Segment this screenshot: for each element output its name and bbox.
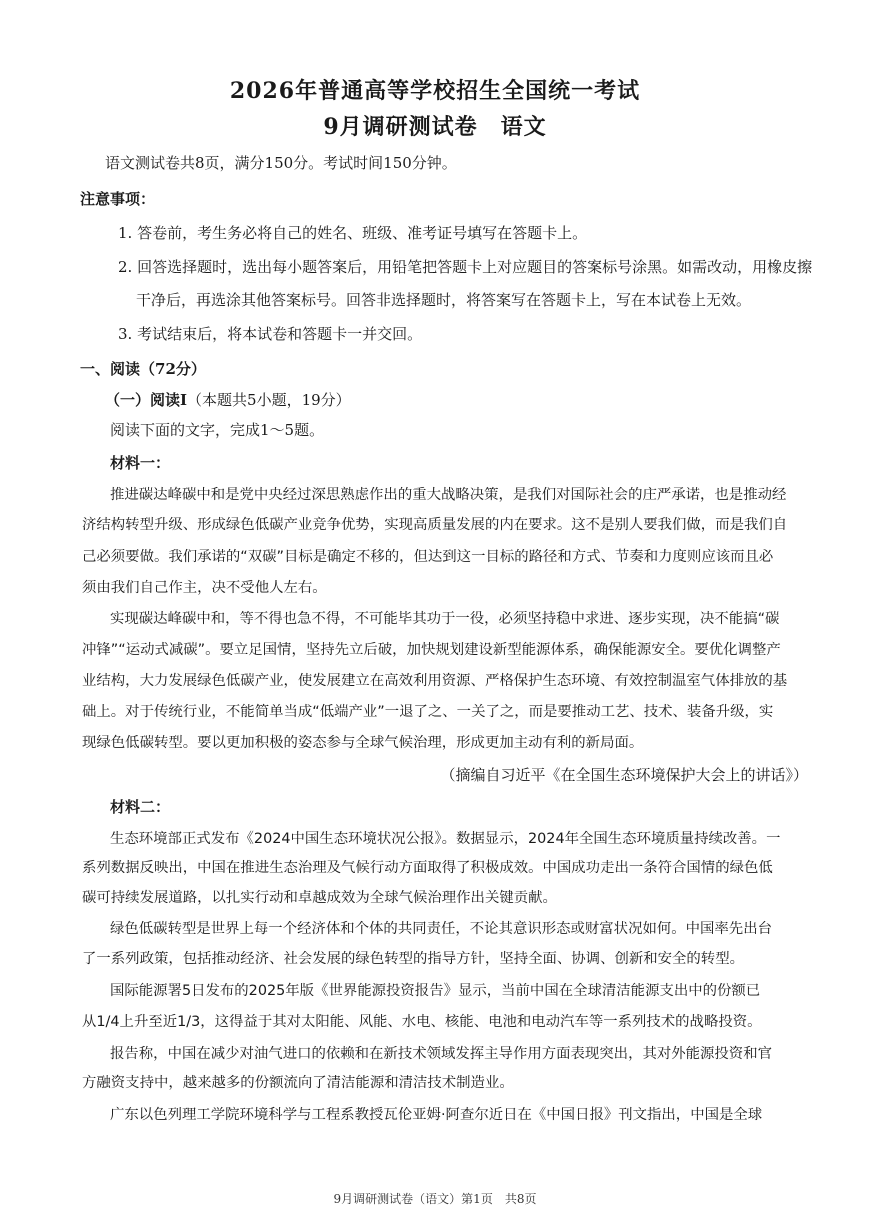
exam-title: 2026年普通高等学校招生全国统一考试	[229, 78, 641, 104]
material2-line: 方融资支持中，越来越多的份额流向了清洁能源和清洁技术制造业。	[82, 1075, 514, 1091]
material1-line: 推进碳达峰碳中和是党中央经过深思熟虑作出的重大战略决策，是我们对国际社会的庄严承诺，也是推动经	[110, 487, 787, 503]
material1-line: 业结构，大力发展绿色低碳产业，使发展建立在高效利用资源、严格保护生态环境、有效控制温室气体排放的基	[82, 673, 788, 689]
section-heading: 一、阅读（72分）	[80, 360, 206, 378]
material1-line: 须由我们自己作主，决不受他人左右。	[82, 580, 327, 596]
material1-heading: 材料一：	[110, 454, 171, 472]
material2-line: 广东以色列理工学院环境科学与工程系教授瓦伦亚姆·阿查尔近日在《中国日报》刊文指出，中国是全球	[110, 1107, 763, 1123]
material1-line: 础上。对于传统行业，不能简单当成“低端产业”一退了之、一关了之，而是要推动工艺、技术、装备升级，实	[82, 704, 774, 720]
material2-line: 从1/4上升至近1/3，这得益于其对太阳能、风能、水电、核能、电池和电动汽车等一系列技术的战略投资。	[82, 1014, 762, 1030]
material2-line: 绿色低碳转型是世界上每一个经济体和个体的共同责任，不论其意识形态或财富状况如何。中国率先出台	[110, 921, 772, 937]
material2-line: 报告称，中国在减少对油气进口的依赖和在新技术领域发挥主导作用方面表现突出，其对外能源投资和官	[110, 1046, 772, 1062]
subsection-heading	[105, 390, 351, 410]
material2-heading: 材料二：	[110, 798, 171, 816]
notes-item: 1. 答卷前，考生务必将自己的姓名、班级、准考证号填写在答题卡上。	[118, 224, 588, 242]
material1-line: 济结构转型升级、形成绿色低碳产业竞争优势，实现高质量发展的内在要求。这不是别人要我们做，而是我们自	[82, 517, 788, 533]
notes-item: 干净后，再选涂其他答案标号。回答非选择题时，将答案写在答题卡上，写在本试卷上无效。	[136, 291, 752, 309]
notes-item: 3. 考试结束后，将本试卷和答题卡一并交回。	[118, 325, 423, 343]
material1-line: 实现碳达峰碳中和，等不得也急不得，不可能毕其功于一役，必须坚持稳中求进、逐步实现，决不能搞“碳	[110, 611, 780, 627]
material2-line: 系列数据反映出，中国在推进生态治理及气候行动方面取得了积极成效。中国成功走出一条符合国情的绿色低	[82, 860, 773, 876]
subsection-note: （本题共5小题，19分）	[187, 391, 351, 409]
material1-source: （摘编自习近平《在全国生态环境保护大会上的讲话》）	[440, 766, 808, 784]
material1-line: 冲锋”“运动式减碳”。要立足国情，坚持先立后破，加快规划建设新型能源体系，确保能源安全。要优化调整产	[82, 642, 781, 658]
material1-line: 己必须要做。我们承诺的“双碳”目标是确定不移的，但达到这一目标的路径和方式、节奏和力度则应该而且必	[82, 549, 774, 565]
notes-item: 2. 回答选择题时，选出每小题答案后，用铅笔把答题卡上对应题目的答案标号涂黑。如需改动，用橡皮擦	[118, 258, 813, 276]
material1-line: 现绿色低碳转型。要以更加积极的姿态参与全球气候治理，形成更加主动有利的新局面。	[82, 735, 644, 751]
material2-line: 国际能源署5日发布的2025年版《世界能源投资报告》显示，当前中国在全球清洁能源支出中的份额已	[110, 983, 761, 999]
subsection-title: （一）阅读Ⅰ	[105, 391, 188, 409]
notes-heading: 注意事项：	[80, 190, 156, 208]
material2-line: 碳可持续发展道路，以扎实行动和卓越成效为全球气候治理作出关键贡献。	[82, 890, 557, 906]
material2-line: 生态环境部正式发布《2024中国生态环境状况公报》。数据显示，2024年全国生态环境质量持续改善。一	[110, 831, 781, 847]
page-footer: 9月调研测试卷（语文）第1页 共8页	[333, 1192, 537, 1206]
reading-instruction: 阅读下面的文字，完成1～5题。	[110, 421, 325, 439]
material2-line: 了一系列政策，包括推动经济、社会发展的绿色转型的指导方针，坚持全面、协调、创新和安全的转型。	[82, 951, 744, 967]
intro-text: 语文测试卷共8页，满分150分。考试时间150分钟。	[105, 154, 457, 172]
exam-subtitle: 9月调研测试卷 语文	[323, 114, 547, 140]
